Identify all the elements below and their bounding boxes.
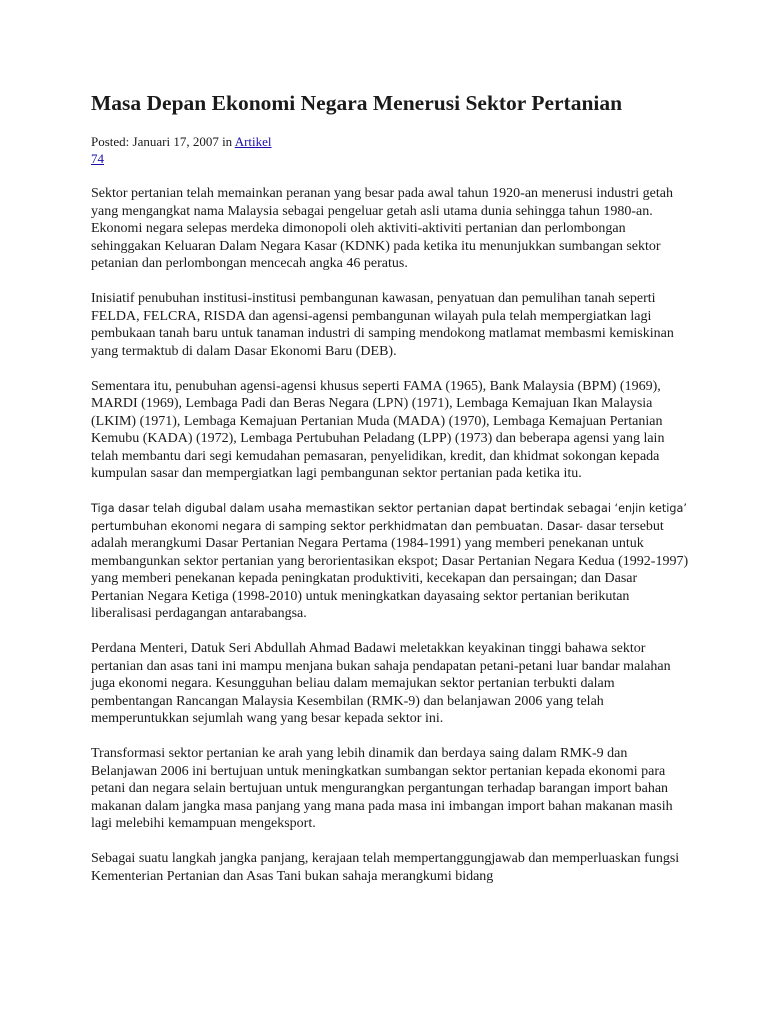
paragraph-3: Sementara itu, penubuhan agensi-agensi khusus seperti FAMA (1965), Bank Malaysia (BPM) (1969), MARDI (1969), Lembaga Padi dan Beras Negara (LPN) (1971), Lembaga Kemajuan Ikan Malaysia (LKIM) (1971), Lembaga Kemajuan Pertanian Muda (MADA) (1970), Lembaga Kemajuan Pertanian Kemubu (KADA) (1972), Lembaga Pertubuhan Peladang (LPP) (1973) dan beberapa agensi yang lain telah membantu dari segi kemudahan pemasaran, penyelidikan, kredit, dan khidmat sokongan kepada kumpulan sasar dan mempergiatkan lagi pembangunan sektor pertanian pada ketika itu. [91,378,665,481]
category-link-artikel[interactable]: Artikel [234,134,272,149]
paragraph-7: Sebagai suatu langkah jangka panjang, kerajaan telah mempertanggungjawab dan memperluaskan fungsi Kementerian Pertanian dan Asas Tani bukan sahaja merangkumi bidang [91,851,680,884]
paragraph-4-part-1: Tiga dasar telah digubal dalam usaha memastikan sektor pertanian dapat bertindak sebagai ‘enjin ketiga’ pertumbuhan ekonomi negara di samping sektor perkhidmatan dan pembuatan. Dasar- [91,502,687,533]
paragraph-5: Perdana Menteri, Datuk Seri Abdullah Ahmad Badawi meletakkan keyakinan tinggi bahawa sektor pertanian dan asas tani ini mampu menjana bukan sahaja pendapatan petani-petani luar bandar malahan juga ekonomi negara. Kesungguhan beliau dalam memajukan sektor pertanian terbukti dalam pembentangan Rancangan Malaysia Kesembilan (RMK-9) dan belanjawan 2006 yang telah memperuntukkan sejumlah wang yang besar kepada sektor ini. [91,641,671,726]
comment-count-link[interactable]: 74 [91,151,104,166]
paragraph-4-part-2: dasar tersebut adalah merangkumi Dasar Pertanian Negara Pertama (1984-1991) yang memberi penekanan untuk membangunkan sektor pertanian yang berorientasikan ekspot; Dasar Pertanian Negara Kedua (1992-1997) yang memberi penekanan kepada peningkatan produktiviti, kecekapan dan persaingan; dan Dasar Pertanian Negara Ketiga (1998-2010) untuk meningkatkan dayasaing sektor pertanian berikutan liberalisasi perdagangan antarabangsa. [91,518,689,621]
article-title: Masa Depan Ekonomi Negara Menerusi Sektor Pertanian [91,91,623,115]
paragraph-1: Sektor pertanian telah memainkan peranan yang besar pada awal tahun 1920-an menerusi industri getah yang mengangkat nama Malaysia sebagai pengeluar getah asli utama dunia sehingga tahun 1980-an. Ekonomi negara selepas merdeka dimonopoli oleh aktiviti-aktiviti pertanian dan perlombongan sehinggakan Keluaran Dalam Negara Kasar (KDNK) pada ketika itu menunjukkan sumbangan sektor petanian dan perlombongan mencecah angka 46 peratus. [91,186,673,271]
article [91,88,691,885]
paragraph-6: Transformasi sektor pertanian ke arah yang lebih dinamik dan berdaya saing dalam RMK-9 dan Belanjawan 2006 ini bertujuan untuk meningkatkan sumbangan sektor pertanian kepada ekonomi para petani dan negara selain bertujuan untuk mengurangkan pergantungan terhadap barangan import bahan makanan dalam jangka masa panjang yang mana pada masa ini imbangan import bahan makanan masih lagi melebihi kemampuan mengeksport. [91,746,673,831]
post-meta [91,134,691,150]
posted-date: Posted: Januari 17, 2007 in [91,134,235,149]
comment-count [91,150,691,167]
paragraph-4 [91,500,691,623]
paragraph-2: Inisiatif penubuhan institusi-institusi pembangunan kawasan, penyatuan dan pemulihan tanah seperti FELDA, FELCRA, RISDA dan agensi-agensi pembangunan wilayah pula telah mempergiatkan lagi pembukaan tanah baru untuk tanaman industri di samping mendokong matlamat membasmi kemiskinan yang termaktub di dalam Dasar Ekonomi Baru (DEB). [91,291,674,359]
